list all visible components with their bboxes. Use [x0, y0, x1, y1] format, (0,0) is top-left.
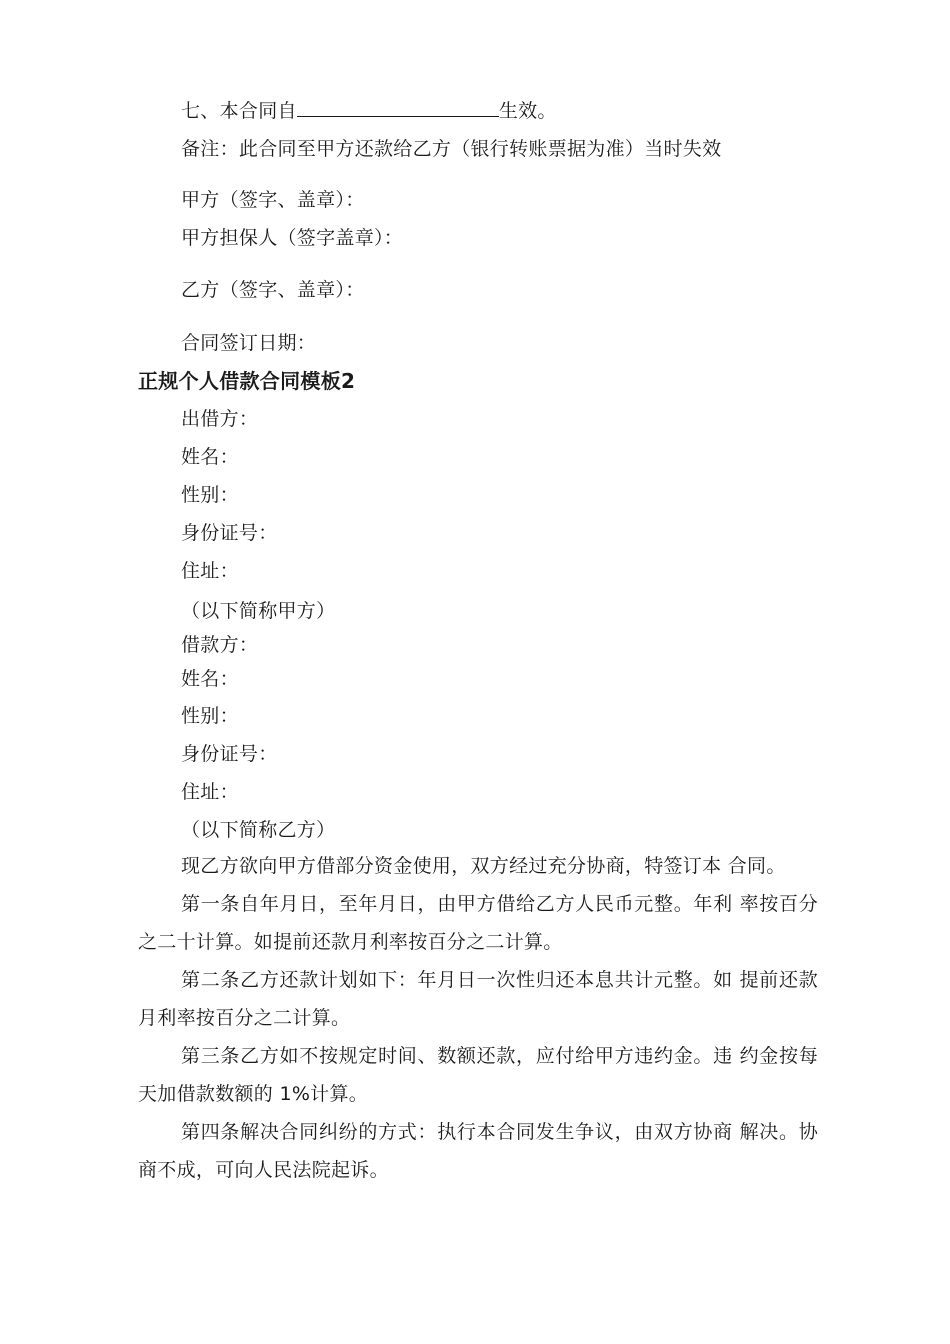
borrower-address: 住址：: [181, 781, 239, 803]
borrower-name: 姓名：: [181, 668, 239, 690]
borrower-label: 借款方：: [181, 634, 259, 656]
lender-name: 姓名：: [181, 446, 239, 468]
party-b-signature: 乙方（签字、盖章）：: [181, 279, 365, 301]
lender-label: 出借方：: [181, 408, 259, 430]
lender-address: 住址：: [181, 560, 239, 582]
lender-alias: （以下简称甲方）: [181, 600, 336, 622]
article-2-paragraph: 第二条乙方还款计划如下：年月日一次性归还本息共计元整。如 提前还款月利率按百分之二计算。: [138, 969, 818, 1029]
party-a-signature: 甲方（签字、盖章）：: [181, 189, 365, 211]
section-title: 正规个人借款合同模板2: [138, 369, 356, 393]
signing-date: 合同签订日期：: [181, 332, 317, 354]
lender-gender: 性别：: [181, 484, 239, 506]
clause-7-prefix: 七、本合同自: [181, 100, 297, 122]
borrower-gender: 性别：: [181, 705, 239, 727]
note-line: 备注：此合同至甲方还款给乙方（银行转账票据为准）当时失效: [181, 138, 722, 160]
clause-7: [181, 98, 557, 123]
article-3-paragraph: 第三条乙方如不按规定时间、数额还款，应付给甲方违约金。违 约金按每天加借款数额的 1%计算。: [138, 1045, 818, 1105]
borrower-alias: （以下简称乙方）: [181, 819, 336, 841]
article-1-paragraph: 第一条自年月日，至年月日，由甲方借给乙方人民币元整。年利 率按百分之二十计算。如提前还款月利率按百分之二计算。: [138, 893, 818, 953]
article-4-paragraph: 第四条解决合同纠纷的方式：执行本合同发生争议，由双方协商 解决。协商不成，可向人民法院起诉。: [138, 1121, 818, 1181]
borrower-id-number: 身份证号：: [181, 743, 278, 765]
clause-7-suffix: 生效。: [498, 100, 557, 122]
preamble-paragraph: 现乙方欲向甲方借部分资金使用，双方经过充分协商，特签订本 合同。: [181, 855, 786, 877]
party-a-guarantor-signature: 甲方担保人（签字盖章）：: [181, 227, 404, 249]
effective-date-blank: [297, 98, 499, 117]
lender-id-number: 身份证号：: [181, 522, 278, 544]
